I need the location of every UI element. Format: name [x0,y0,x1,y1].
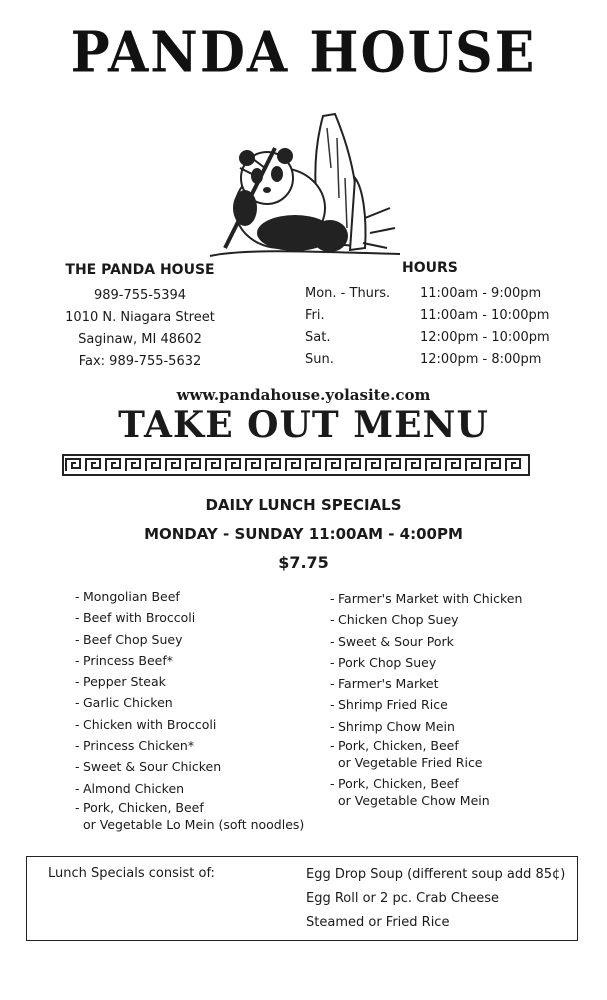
greek-key-segment [286,459,300,471]
hours-time: 11:00am - 10:00pm [420,308,550,323]
menu-item: - Pork, Chicken, Beef [75,799,204,815]
hours-days: Sat. [305,330,331,345]
menu-item-continuation: or Vegetable Chow Mein [338,793,490,809]
website-link[interactable]: www.pandahouse.yolasite.com [176,386,431,404]
street-address: 1010 N. Niagara Street [65,310,215,325]
included-item: Egg Drop Soup (different soup add 85¢) [306,867,566,882]
menu-item: - Pork Chop Suey [330,654,437,670]
menu-item: - Farmer's Market with Chicken [330,591,523,606]
lunch-menu-left-column [75,586,315,833]
greek-key-segment [226,459,240,471]
menu-item: - Mongolian Beef [75,589,180,604]
hours-table [305,283,575,371]
phone-number: 989-755-5394 [93,288,187,303]
menu-item: - Garlic Chicken [75,695,173,711]
greek-key-segment [326,459,340,471]
greek-key-segment [266,459,280,471]
menu-item: - Beef with Broccoli [75,610,196,626]
greek-key-segment [446,459,460,471]
menu-item: - Pepper Steak [75,674,166,690]
hours-days: Fri. [305,308,325,323]
menu-item: - Farmer's Market [330,676,439,692]
menu-item: - Almond Chicken [75,780,185,796]
greek-key-segment [106,459,120,471]
city-state-zip: Saginaw, MI 48602 [78,332,202,347]
hours-row [305,349,575,371]
menu-item-continuation: or Vegetable Lo Mein (soft noodles) [83,816,305,832]
lunch-price: $7.75 [278,553,329,572]
greek-key-segment [86,459,100,471]
menu-item: - Shrimp Fried Rice [330,697,448,713]
greek-key-segment [466,459,480,471]
menu-item: - Beef Chop Suey [75,631,183,647]
hours-days: Sun. [305,352,334,367]
menu-item: - Chicken Chop Suey [330,612,459,628]
lunch-specials-box-items [306,863,565,935]
greek-key-segment [346,459,360,471]
hours-row [305,305,575,327]
included-item: Egg Roll or 2 pc. Crab Cheese [306,891,499,906]
menu-item: - Pork, Chicken, Beef [330,738,459,754]
greek-key-segment [406,459,420,471]
greek-key-segment [246,459,260,471]
greek-key-segment [426,459,440,471]
contact-heading: THE PANDA HOUSE [65,262,215,278]
lunch-specials-box-label: Lunch Specials consist of: [48,866,215,881]
hours-time: 12:00pm - 10:00pm [420,330,550,345]
menu-item-continuation: or Vegetable Fried Rice [338,755,483,771]
greek-key-segment [206,459,220,471]
menu-item: - Princess Chicken* [75,738,195,754]
greek-key-segment [186,459,200,471]
greek-key-segment [386,459,400,471]
hours-time: 11:00am - 9:00pm [420,286,542,301]
hours-days: Mon. - Thurs. [305,286,391,301]
greek-key-segment [366,459,380,471]
greek-key-segment [66,459,80,471]
greek-key-segment [126,459,140,471]
hours-row [305,283,575,305]
hours-row [305,327,575,349]
greek-key-segment [486,459,500,471]
fax-number: Fax: 989-755-5632 [78,354,202,369]
contact-info [40,262,240,373]
lunch-specials-days: MONDAY - SUNDAY 11:00AM - 4:00PM [144,525,463,543]
hours-time: 12:00pm - 8:00pm [420,352,542,367]
greek-key-segment [146,459,160,471]
menu-item: - Sweet & Sour Chicken [75,759,222,775]
lunch-menu-right-column [330,588,570,809]
menu-item: - Pork, Chicken, Beef [330,776,459,792]
lunch-specials-heading: DAILY LUNCH SPECIALS [205,496,402,514]
menu-title: TAKE OUT MENU [118,404,489,446]
hours-heading: HOURS [402,260,458,276]
menu-item: - Shrimp Chow Mein [330,718,455,734]
menu-item: - Chicken with Broccoli [75,716,217,732]
panda-illustration [205,108,405,263]
restaurant-title: PANDA HOUSE [70,19,537,86]
menu-item: - Princess Beef* [75,652,174,668]
greek-key-segment [506,459,520,471]
greek-key-segment [306,459,320,471]
greek-key-segment [166,459,180,471]
included-item: Steamed or Fried Rice [306,915,450,930]
greek-key-border [62,454,530,476]
menu-item: - Sweet & Sour Pork [330,633,454,649]
